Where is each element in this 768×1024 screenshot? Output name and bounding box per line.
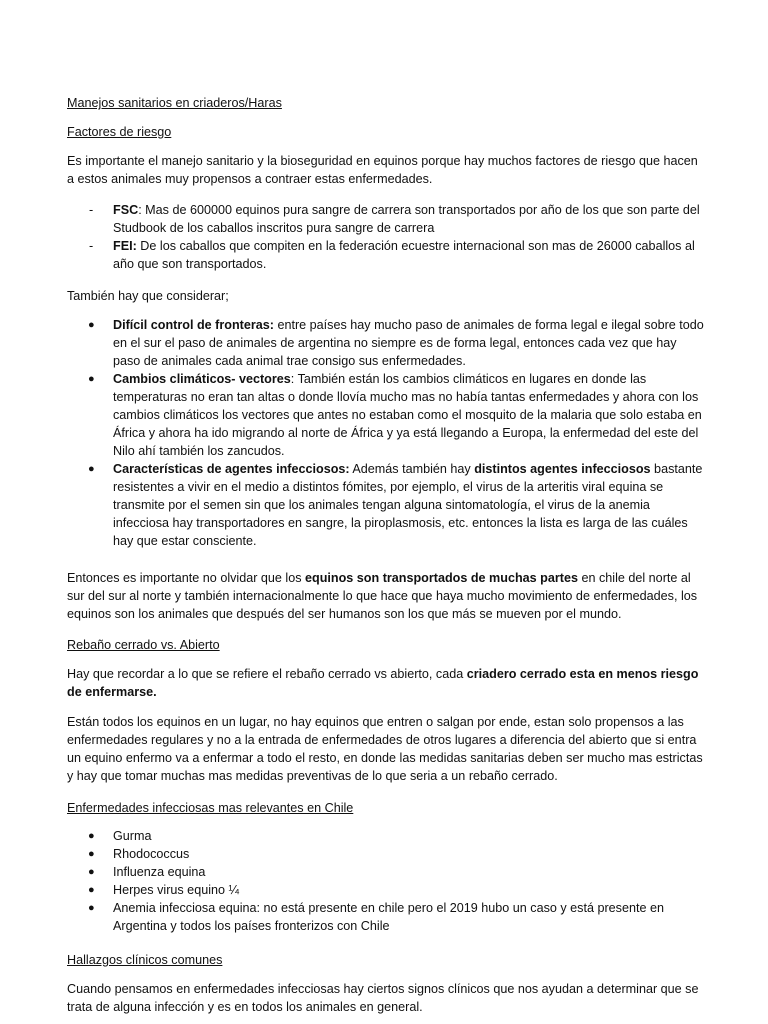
bullet-marker: ●: [88, 902, 95, 914]
item-text: Herpes virus equino ¼: [113, 883, 240, 897]
item-text: : También están los cambios climáticos en lugares en donde las temperaturas no eran tan altas o donde llovía mucho mas no había tantas enfermedades y ahora con los cambios climáticos los vectores que antes no estaban como el mosquito de la malaria que solo estaba en África y ahora ha ido migrando al norte de África y ya está llegando a Europa, la enfermedad del este del Nilo ahí también los zancudos.: [113, 372, 702, 458]
item-text: : Mas de 600000 equinos pura sangre de carrera son transportados por año de los que son parte del Studbook de los caballos inscritos pura sangre de carrera: [113, 203, 700, 235]
transport-stats-list: [67, 201, 707, 273]
item-term: Cambios climáticos- vectores: [113, 372, 291, 386]
risk-factors-list: [67, 316, 707, 550]
para-emphasis: equinos son transportados de muchas partes: [305, 571, 578, 585]
list-item: [67, 881, 707, 899]
para-text: en chile del norte al sur del sur al norte y también internacionalmente lo que hace que haya mucho movimiento de enfermedades, los equinos son los animales que después del ser humanos son los que más se mueven por el mundo.: [67, 571, 698, 621]
item-text: Rhodococcus: [113, 847, 190, 861]
item-text: entre países hay mucho paso de animales de forma legal e ilegal sobre todo en el sur el paso de animales de argentina no siempre es de forma legal, entonces cada vez que hay paso de animales cada animal trae consigo sus enfermedades.: [113, 318, 704, 368]
item-text: Influenza equina: [113, 865, 206, 879]
list-item: [67, 370, 707, 460]
item-term-secondary: distintos agentes infecciosos: [474, 462, 651, 476]
heading-hallazgos: Hallazgos clínicos comunes: [67, 953, 223, 967]
bullet-marker: ●: [88, 463, 95, 475]
heading-rebano: Rebaño cerrado vs. Abierto: [67, 638, 220, 652]
bullet-marker: ●: [88, 830, 95, 842]
item-text: Además también hay: [349, 462, 475, 476]
item-text: Gurma: [113, 829, 152, 843]
bullet-marker: ●: [88, 373, 95, 385]
item-term: Características de agentes infecciosos:: [113, 462, 350, 476]
para-text: Entonces es importante no olvidar que los: [67, 571, 306, 585]
item-term: Difícil control de fronteras:: [113, 318, 274, 332]
bullet-marker: ●: [88, 848, 95, 860]
dash-marker: -: [89, 203, 94, 217]
list-item: [67, 237, 707, 273]
document-title: Manejos sanitarios en criaderos/Haras: [67, 96, 282, 110]
list-item: [67, 316, 707, 370]
para-emphasis: criadero cerrado esta en menos riesgo de enfermarse.: [67, 667, 699, 699]
transport-paragraph: [67, 569, 707, 623]
consider-line: También hay que considerar;: [67, 289, 229, 303]
rebano-paragraph: [67, 665, 707, 701]
item-text: Anemia infecciosa equina: no está presente en chile pero el 2019 hubo un caso y está presente en Argentina y todos los países fronterizos con Chile: [113, 901, 665, 933]
heading-enfermedades: Enfermedades infecciosas mas relevantes en Chile: [67, 801, 354, 815]
diseases-list: [67, 827, 707, 935]
item-text: bastante resistentes a vivir en el medio a distintos fómites, por ejemplo, el virus de la arteritis viral equina se transmite por el semen sin que los animales tengan alguna sintomatología, el virus de la anemia infecciosa hay transportadores en sangre, la piroplasmosis, etc. entonces la lista es larga de las cuáles hay que estar consciente.: [113, 462, 703, 548]
list-item: [67, 863, 707, 881]
list-item: [67, 899, 707, 935]
item-term: FEI:: [113, 239, 137, 253]
item-text: De los caballos que compiten en la federación ecuestre internacional son mas de 26000 caballos al año que son transportados.: [113, 239, 695, 271]
bullet-marker: ●: [88, 884, 95, 896]
list-item: [67, 201, 707, 237]
hallazgos-paragraph: Cuando pensamos en enfermedades infecciosas hay ciertos signos clínicos que nos ayudan a determinar que se trata de alguna infección y es en todos los animales en general.: [67, 982, 699, 1014]
list-item: [67, 827, 707, 845]
bullet-marker: ●: [88, 319, 95, 331]
dash-marker: -: [89, 239, 94, 253]
bullet-marker: ●: [88, 866, 95, 878]
heading-factores-de-riesgo: Factores de riesgo: [67, 125, 172, 139]
para-text: Hay que recordar a lo que se refiere el rebaño cerrado vs abierto, cada: [67, 667, 467, 681]
list-item: [67, 845, 707, 863]
item-term: FSC: [113, 203, 139, 217]
intro-paragraph: Es importante el manejo sanitario y la bioseguridad en equinos porque hay muchos factores de riesgo que hacen a estos animales muy propensos a contraer estas enfermedades.: [67, 154, 698, 186]
closed-herd-paragraph: Están todos los equinos en un lugar, no hay equinos que entren o salgan por ende, estan solo propensos a las enfermedades regulares y no a la entrada de enfermedades de otros lugares a diferencia del abierto que si entra un equino enfermo va a enfermar a todo el resto, en donde las medidas sanitarias deben ser mucho mas estrictas y hay que tomar muchas mas medidas preventivas de lo que seria a un rebaño cerrado.: [67, 715, 703, 783]
list-item: [67, 460, 707, 550]
